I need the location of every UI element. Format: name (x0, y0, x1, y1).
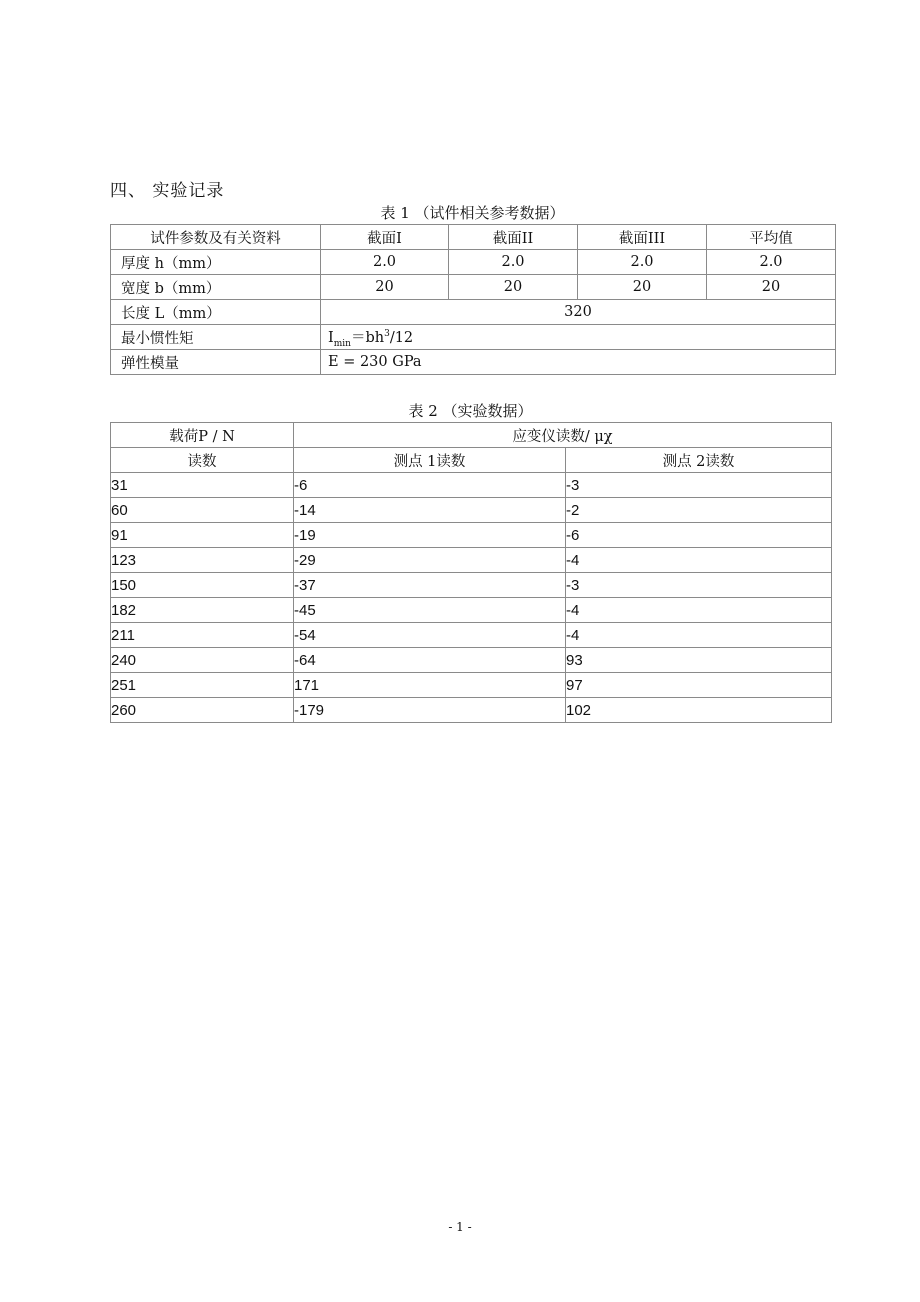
table-cell: 20 (321, 275, 449, 300)
header-cell: 截面I (321, 225, 449, 250)
table-row (111, 300, 836, 325)
table-row (111, 275, 836, 300)
table-row (111, 598, 832, 623)
table-cell: -3 (566, 573, 832, 598)
header-cell: 平均值 (707, 225, 836, 250)
table-cell: -14 (294, 498, 566, 523)
row-label: 长度 L（mm） (111, 300, 321, 325)
load-header: 载荷P / N (111, 423, 294, 448)
table-cell: 260 (111, 698, 294, 723)
table-cell: -4 (566, 548, 832, 573)
table-cell: -4 (566, 623, 832, 648)
specimen-parameters-table (110, 224, 836, 375)
table-cell: 182 (111, 598, 294, 623)
table-cell: 20 (578, 275, 707, 300)
header-cell: 试件参数及有关资料 (111, 225, 321, 250)
table-cell: 320 (321, 300, 836, 325)
formula-symbol: I (328, 329, 334, 346)
table-cell: 31 (111, 473, 294, 498)
table-row (111, 498, 832, 523)
table-cell: 102 (566, 698, 832, 723)
table-body (111, 473, 832, 723)
table-cell: 20 (707, 275, 836, 300)
table-cell: 2.0 (578, 250, 707, 275)
table-cell: -179 (294, 698, 566, 723)
table1-caption: 表 1 （试件相关参考数据） (380, 204, 565, 222)
page-number: - 1 - (448, 1220, 472, 1234)
table-cell: -54 (294, 623, 566, 648)
experiment-data-table (110, 422, 832, 723)
table-row (111, 648, 832, 673)
table-row (111, 698, 832, 723)
table-row (111, 548, 832, 573)
table2-caption: 表 2 （实验数据） (408, 402, 533, 420)
row-label: 最小惯性矩 (111, 325, 321, 350)
table-cell: E = 230 GPa (321, 350, 836, 375)
table-cell: -19 (294, 523, 566, 548)
table-cell: 171 (294, 673, 566, 698)
table-cell: -2 (566, 498, 832, 523)
table-cell: -6 (566, 523, 832, 548)
table-cell: 93 (566, 648, 832, 673)
header-cell: 读数 (111, 448, 294, 473)
table-row (111, 423, 832, 448)
row-label: 弹性模量 (111, 350, 321, 375)
row-label: 厚度 h（mm） (111, 250, 321, 275)
table-cell: -37 (294, 573, 566, 598)
strain-header: 应变仪读数/ μχ (294, 423, 832, 448)
formula-eq: ＝bh (350, 329, 385, 346)
table-row (111, 448, 832, 473)
table-cell: -4 (566, 598, 832, 623)
formula-subscript: min (333, 338, 351, 349)
table-cell: 60 (111, 498, 294, 523)
table-cell: 251 (111, 673, 294, 698)
row-label: 宽度 b（mm） (111, 275, 321, 300)
table-cell: 150 (111, 573, 294, 598)
header-cell: 截面III (578, 225, 707, 250)
table-cell: 2.0 (449, 250, 578, 275)
table-cell: -64 (294, 648, 566, 673)
table-row (111, 350, 836, 375)
table-cell: -29 (294, 548, 566, 573)
table-row (111, 473, 832, 498)
table-row (111, 225, 836, 250)
table-row (111, 250, 836, 275)
table-row (111, 623, 832, 648)
inertia-formula (321, 325, 836, 350)
table-cell: -45 (294, 598, 566, 623)
table-cell: 91 (111, 523, 294, 548)
table-cell: 97 (566, 673, 832, 698)
header-cell: 截面II (449, 225, 578, 250)
table-cell: -6 (294, 473, 566, 498)
table-row (111, 523, 832, 548)
table-row (111, 673, 832, 698)
table-cell: 20 (449, 275, 578, 300)
table-row (111, 573, 832, 598)
table-cell: 240 (111, 648, 294, 673)
header-cell: 测点 2读数 (566, 448, 832, 473)
table-cell: -3 (566, 473, 832, 498)
section-heading: 四、 实验记录 (110, 181, 225, 201)
formula-superscript: 3 (384, 328, 390, 339)
header-cell: 测点 1读数 (294, 448, 566, 473)
table-cell: 211 (111, 623, 294, 648)
table-row (111, 325, 836, 350)
table-cell: 2.0 (321, 250, 449, 275)
formula-tail: /12 (389, 329, 414, 346)
table-cell: 123 (111, 548, 294, 573)
table-cell: 2.0 (707, 250, 836, 275)
